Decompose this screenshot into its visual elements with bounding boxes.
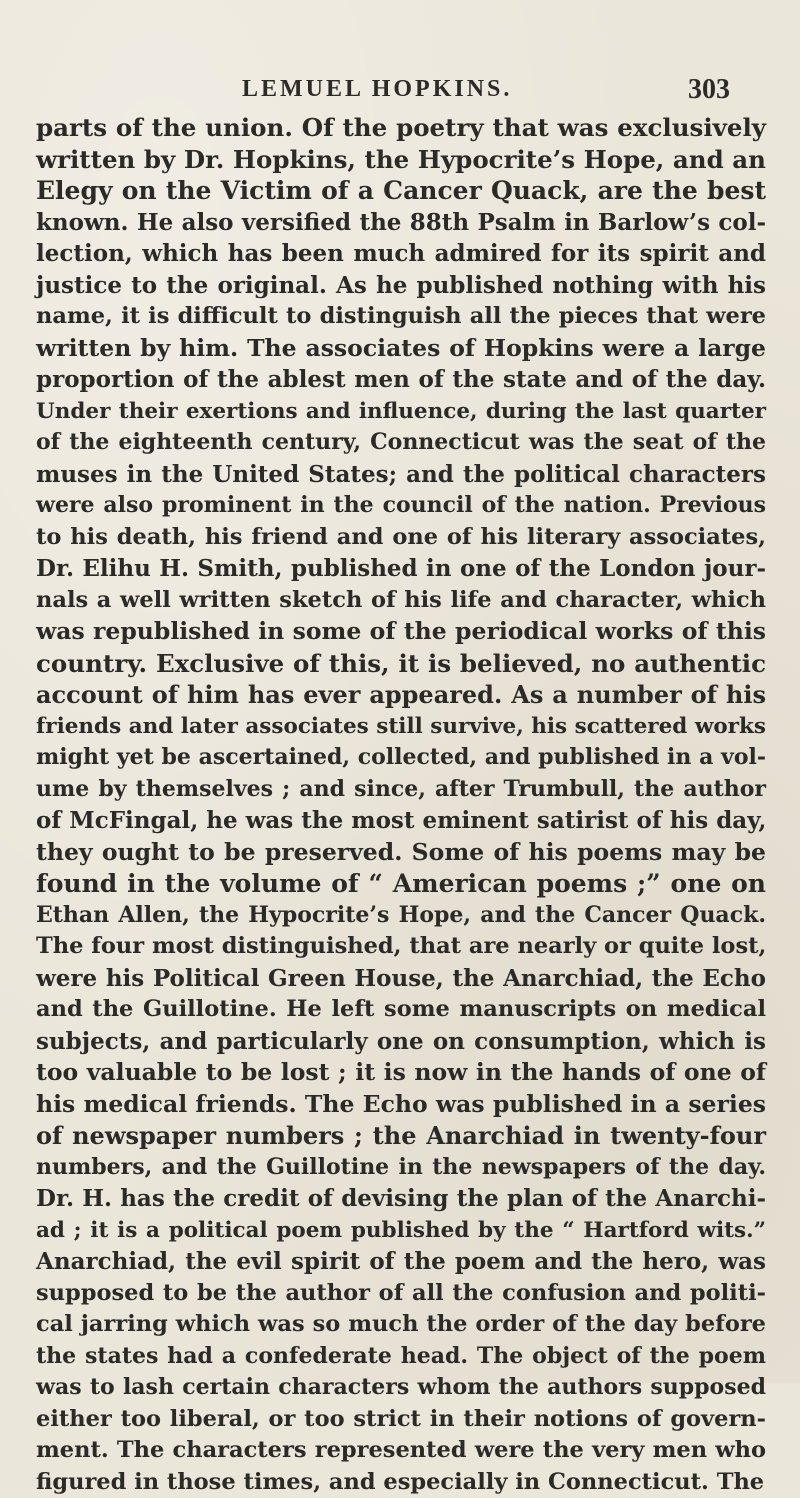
text-line: ment. The characters represented were the very men who [36,1435,766,1467]
text-line: nals a well written sketch of his life and character, which [36,585,766,617]
text-line: too valuable to be lost ; it is now in the hands of one of [36,1057,766,1089]
text-line: parts of the union. Of the poetry that was exclusively [36,112,766,144]
text-line: of the eighteenth century, Connecticut was the seat of the [36,427,766,459]
text-line: proportion of the ablest men of the state and of the day. [36,364,766,396]
text-line: name, it is difficult to distinguish all the pieces that were [36,301,766,333]
text-line: might yet be ascertained, collected, and published in a vol- [36,742,766,774]
text-line: Elegy on the Victim of a Cancer Quack, are the best [36,175,766,207]
text-line: account of him has ever appeared. As a number of his [36,679,766,711]
text-line: written by him. The associates of Hopkins were a large [36,333,766,365]
text-line: supposed to be the author of all the confusion and politi- [36,1278,766,1310]
body-text [36,112,766,1498]
text-line: cal jarring which was so much the order of the day before [36,1309,766,1341]
text-line: they ought to be preserved. Some of his poems may be [36,837,766,869]
text-line: subjects, and particularly one on consumption, which is [36,1026,766,1058]
text-line: Under their exertions and influence, during the last quarter [36,396,766,428]
text-line: The four most distinguished, that are nearly or quite lost, [36,931,766,963]
text-line: his medical friends. The Echo was published in a series [36,1089,766,1121]
running-head: LEMUEL HOPKINS. [242,76,512,103]
text-line: of McFingal, he was the most eminent satirist of his day, [36,805,766,837]
text-line: justice to the original. As he published nothing with his [36,270,766,302]
text-line: ad ; it is a political poem published by the “ Hartford wits.” [36,1215,766,1247]
text-line: to his death, his friend and one of his literary associates, [36,522,766,554]
text-line: numbers, and the Guillotine in the newspapers of the day. [36,1152,766,1184]
text-line: ume by themselves ; and since, after Trumbull, the author [36,774,766,806]
text-line: were his Political Green House, the Anarchiad, the Echo [36,963,766,995]
text-line: Ethan Allen, the Hypocrite’s Hope, and the Cancer Quack. [36,900,766,932]
text-line: of newspaper numbers ; the Anarchiad in twenty-four [36,1120,766,1152]
text-line: muses in the United States; and the political characters [36,459,766,491]
text-line: lection, which has been much admired for its spirit and [36,238,766,270]
text-line: known. He also versified the 88th Psalm in Barlow’s col- [36,207,766,239]
text-line: Dr. Elihu H. Smith, published in one of the London jour- [36,553,766,585]
text-line: the states had a confederate head. The object of the poem [36,1341,766,1373]
text-line: Anarchiad, the evil spirit of the poem and the hero, was [36,1246,766,1278]
text-line: friends and later associates still survive, his scattered works [36,711,766,743]
page-number: 303 [688,74,730,106]
text-line: figured in those times, and especially in Connecticut. The [36,1467,766,1498]
text-line: and the Guillotine. He left some manuscripts on medical [36,994,766,1026]
text-line: country. Exclusive of this, it is believed, no authentic [36,648,766,680]
text-line: were also prominent in the council of the nation. Previous [36,490,766,522]
text-line: was to lash certain characters whom the authors supposed [36,1372,766,1404]
text-line: Dr. H. has the credit of devising the plan of the Anarchi- [36,1183,766,1215]
text-line: either too liberal, or too strict in their notions of govern- [36,1404,766,1436]
text-line: written by Dr. Hopkins, the Hypocrite’s Hope, and an [36,144,766,176]
page-header [242,76,730,116]
text-line: was republished in some of the periodical works of this [36,616,766,648]
text-line: found in the volume of “ American poems ;” one on [36,868,766,900]
